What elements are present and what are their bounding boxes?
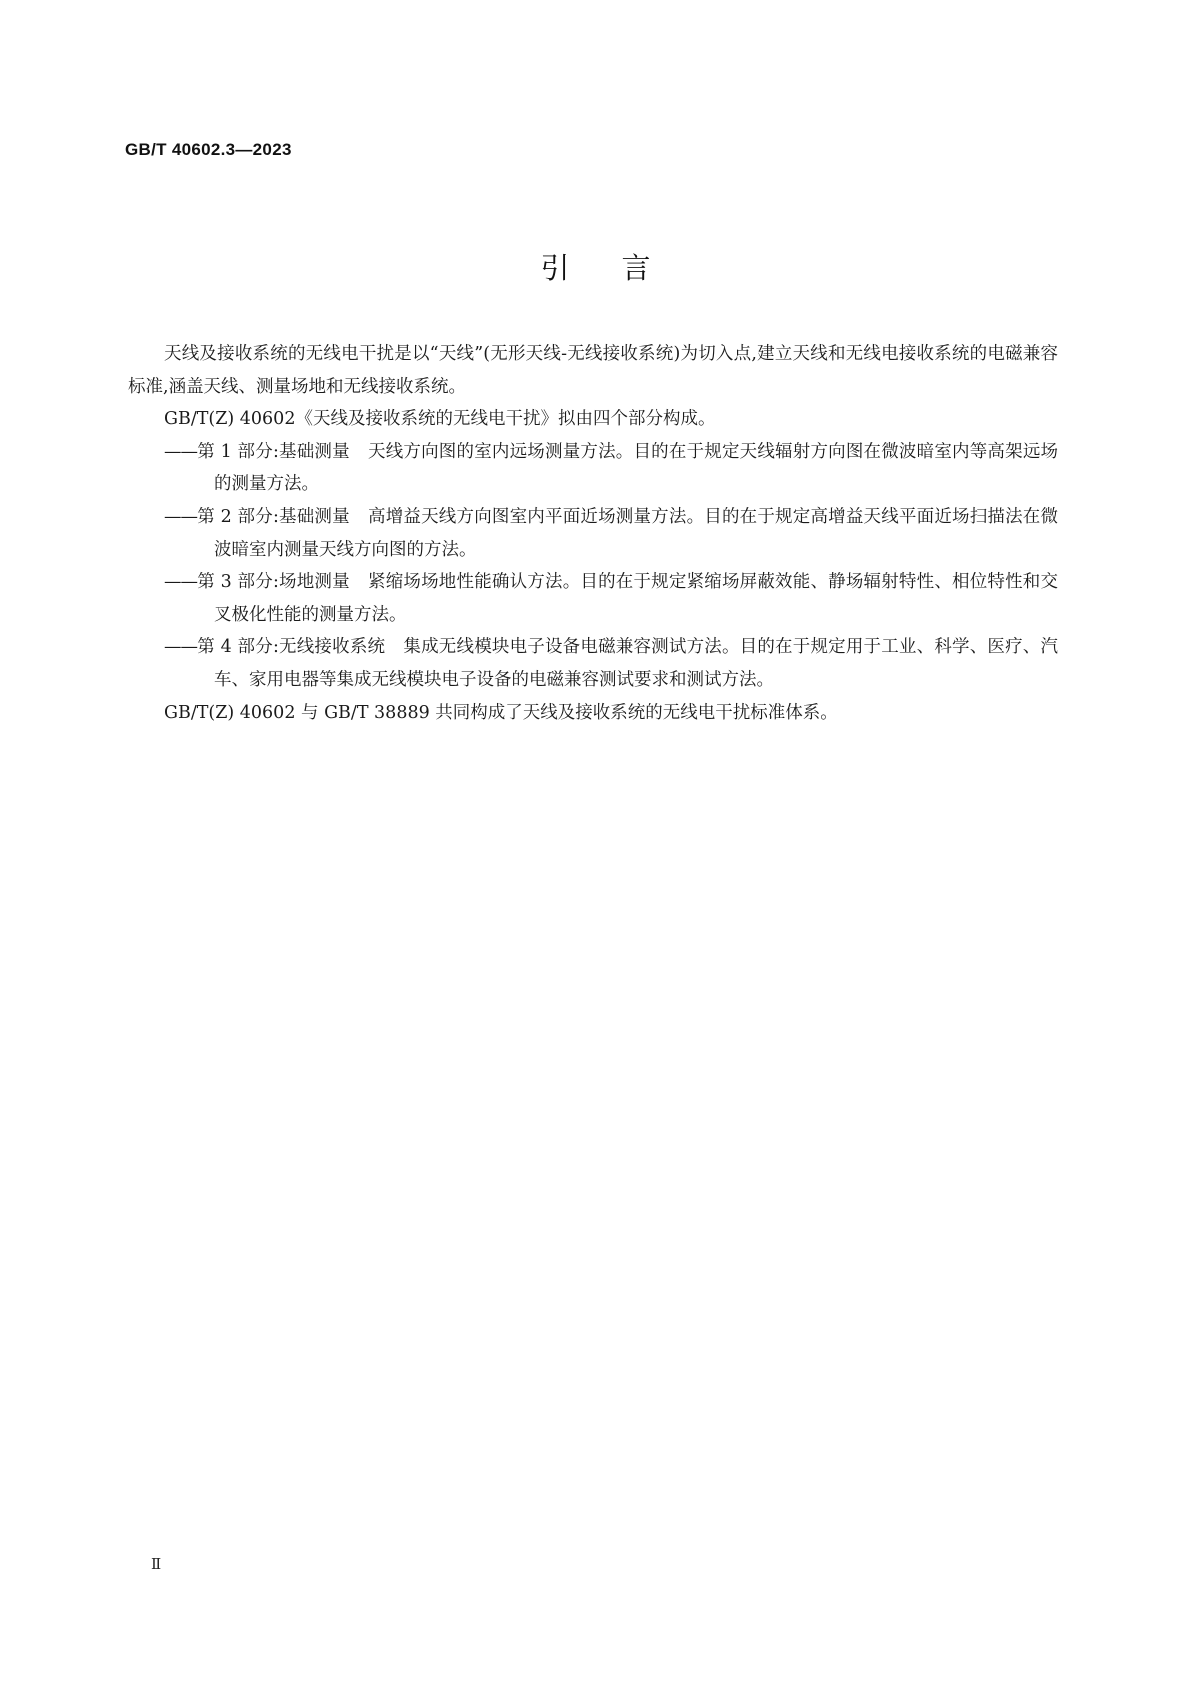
page-number: Ⅱ xyxy=(151,1555,162,1573)
intro-paragraph: 天线及接收系统的无线电干扰是以“天线”(无形天线-无线接收系统)为切入点,建立天线和无线电接收系统的电磁兼容标准,涵盖天线、测量场地和无线接收系统。 xyxy=(128,344,1058,397)
part-subject: 紧缩场场地性能确认方法。 xyxy=(367,572,581,593)
list-item xyxy=(128,436,1058,501)
list-dash: —— xyxy=(164,572,197,593)
part-subject: 天线方向图的室内远场测量方法。 xyxy=(367,441,634,462)
list-item xyxy=(128,501,1058,566)
standard-code: GB/T 40602.3—2023 xyxy=(125,140,292,159)
part-subject: 集成无线模块电子设备电磁兼容测试方法。 xyxy=(403,637,740,658)
list-dash: —— xyxy=(164,637,197,658)
part-purpose: 目的在于规定紧缩场屏蔽效能、静场辐射特性、相位特性和交叉极化性能的测量方法。 xyxy=(214,572,1059,625)
part-subject: 高增益天线方向图室内平面近场测量方法。 xyxy=(367,506,705,527)
list-dash: —— xyxy=(164,441,197,462)
list-item xyxy=(128,631,1058,696)
list-dash: —— xyxy=(164,506,197,527)
composition-paragraph: GB/T(Z) 40602《天线及接收系统的无线电干扰》拟由四个部分构成。 xyxy=(164,409,716,430)
closing-paragraph: GB/T(Z) 40602 与 GB/T 38889 共同构成了天线及接收系统的无线电干扰标准体系。 xyxy=(164,702,838,723)
part-label: 第 3 部分:场地测量 xyxy=(197,572,350,593)
part-purpose: 目的在于规定高增益天线平面近场扫描法在微波暗室内测量天线方向图的方法。 xyxy=(214,506,1059,560)
list-item xyxy=(128,566,1058,631)
body-text xyxy=(128,338,1058,729)
part-label: 第 4 部分:无线接收系统 xyxy=(197,637,386,658)
part-label: 第 2 部分:基础测量 xyxy=(197,506,350,527)
part-purpose: 目的在于规定天线辐射方向图在微波暗室内等高架远场的测量方法。 xyxy=(214,441,1059,495)
section-title: 引言 xyxy=(540,251,703,285)
part-label: 第 1 部分:基础测量 xyxy=(197,441,350,462)
part-purpose: 目的在于规定用于工业、科学、医疗、汽车、家用电器等集成无线模块电子设备的电磁兼容测试要求和测试方法。 xyxy=(214,637,1059,690)
